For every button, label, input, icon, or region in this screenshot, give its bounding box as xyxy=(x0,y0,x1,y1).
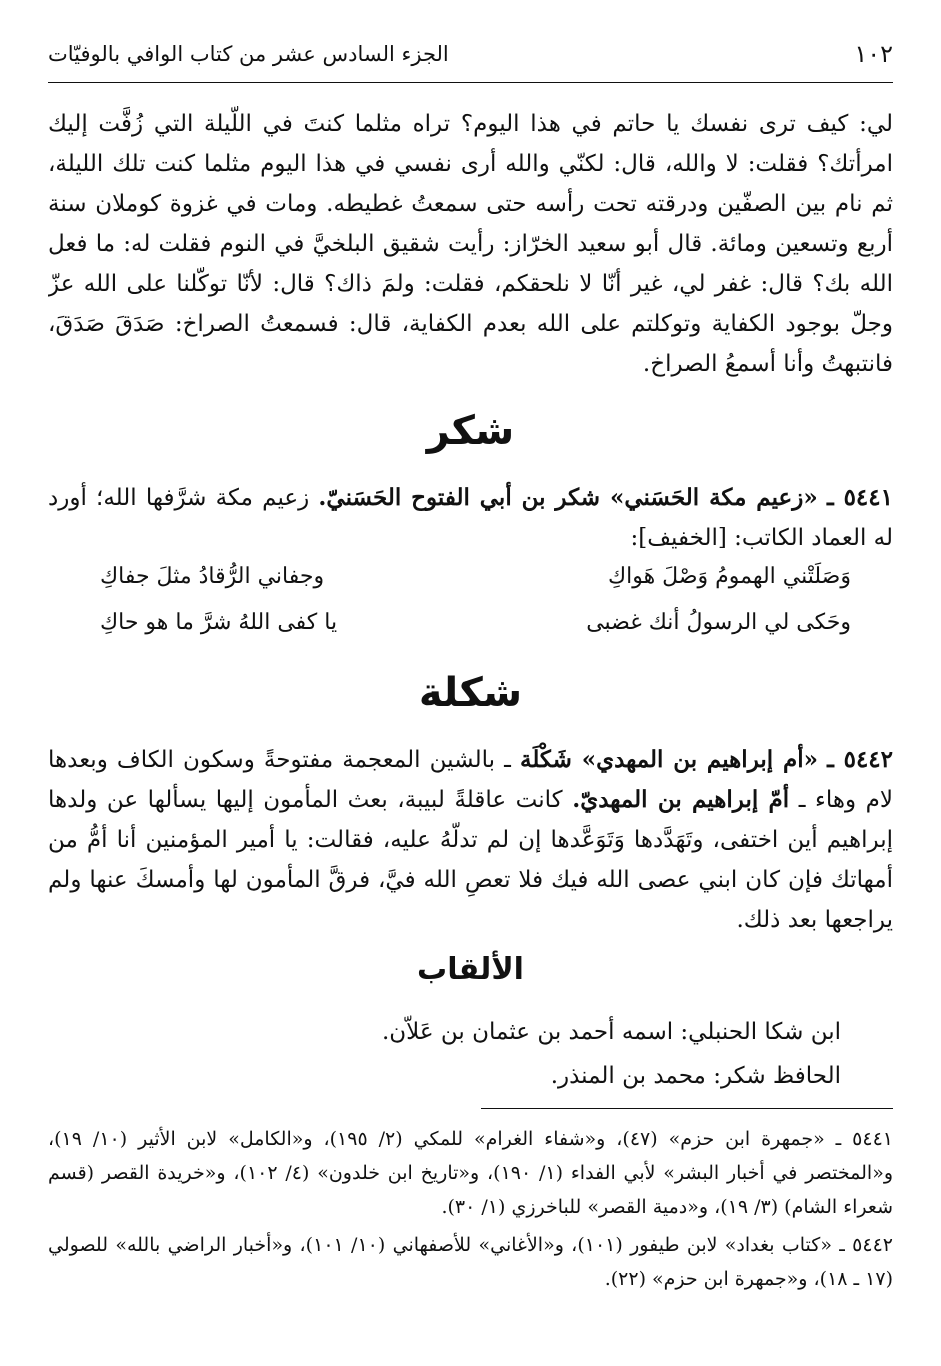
footnote-5441: ٥٤٤١ ـ «جمهرة ابن حزم» (٤٧)، و«شفاء الغرام» للمكي (٢/ ١٩٥)، و«الكامل» لابن الأثير (١٠/ ١٩)، و«المختصر في أخبار البشر» لأبي الفداء (١/ ١٩٠)، و«تاريخ ابن خلدون» (٤/ ١٠٢)، و«خريدة القصر (قسم شعراء الشام) (٣/ ١٩)، و«دمية القصر» للباخرزي (١/ ٣٠). xyxy=(48,1128,893,1218)
footnote-separator xyxy=(481,1108,893,1109)
verse-line xyxy=(100,606,851,646)
entry-title: «زعيم مكة الحَسَني» شكر بن أبي الفتوح الحَسَنيّ. xyxy=(318,484,818,511)
verse-second-hemistich: يا كفى اللهُ شرَّ ما هو حاكِ xyxy=(100,610,338,635)
running-title: الجزء السادس عشر من كتاب الوافي بالوفيّات xyxy=(48,42,449,66)
verse-second-hemistich: وجفاني الرُّقادُ مثلَ جفاكِ xyxy=(100,564,325,589)
laqab-line: الحافظ شكر: محمد بن المنذر. xyxy=(550,1063,841,1089)
entry-text: كانت عاقلةً لبيبة، بعث المأمون إليها يسألها عن ولدها إبراهيم أين اختفى، وتَهَدَّدها وَتَوَعَّدها إن لم تدلّهُ عليه، فقالت: يا أمير المؤمنين أنا أمُّ من أمهاتك فإن كان ابني عصى الله فيك فلا تعصِ الله فيَّ، فرقَّ المأمون لها وأمسكَ عنها ولم يراجعها بعد ذلك. xyxy=(48,787,893,933)
page-number: ١٠٢ xyxy=(854,40,893,68)
footnote-5442: ٥٤٤٢ ـ «كتاب بغداد» لابن طيفور (١٠١)، و«الأغاني» للأصفهاني (١٠/ ١٠١)، و«أخبار الراضي بالله» للصولي (١٧ ـ ١٨)، و«جمهرة ابن حزم» (٢٢). xyxy=(48,1234,893,1290)
verse-first-hemistich: وحَكى لي الرسولُ أنك غضبى xyxy=(586,610,851,635)
entry-5442 xyxy=(48,740,893,962)
entry-number: ٥٤٤٢ ـ xyxy=(827,746,893,773)
entry-text: زعيم مكة شرَّفها الله؛ أورد له العماد الكاتب: [الخفيف]: xyxy=(48,485,893,551)
section-heading-alqab: الألقاب xyxy=(417,952,524,987)
section-heading-shukr: شكر xyxy=(426,408,515,454)
entry-number: ٥٤٤١ ـ xyxy=(826,484,893,511)
entry-text: ـ بالشين المعجمة مفتوحةً وسكون الكاف وبعدها لام وهاء ـ xyxy=(48,747,893,813)
page-header xyxy=(48,34,893,83)
entry-title: «أم إبراهيم بن المهدي» شَكْلَة xyxy=(519,746,818,773)
verse-line xyxy=(100,560,851,600)
section-heading-shakla: شكلة xyxy=(418,670,523,716)
paragraph-hatim: لي: كيف ترى نفسك يا حاتم في هذا اليوم؟ تراه مثلما كنتَ في اللّيلة التي زُفَّت إليك امرأتك؟ فقلت: لا والله، قال: لكنّي والله أرى نفسي في هذا اليوم مثلما كنت تلك الليلة، ثم نام بين الصفّين ودرقته تحت رأسه حتى سمعتُ غطيطه. ومات في غزوة كوملان سنة أربع وتسعين ومائة. قال أبو سعيد الخرّاز: رأيت شقيق البلخيَّ في النوم فقلت له: ما فعل الله بك؟ قال: غفر لي، غير أنّا لا نلحقكم، فقلت: ولمَ ذاك؟ قال: لأنّا توكّلنا على الله عزّ وجلّ بوجود الكفاية وتوكلتم على الله بعدم الكفاية، قال: فسمعتُ الصراخ: صَدَقَ صَدَقَ، فانتبهتُ وأنا أسمعُ الصراخ. xyxy=(48,111,893,377)
entry-5441 xyxy=(48,478,893,560)
verse-first-hemistich: وَصَلَتْني الهمومُ وَصْلَ هَواكِ xyxy=(607,564,851,589)
laqab-line: ابن شكا الحنبلي: اسمه أحمد بن عثمان بن عَلاّن. xyxy=(381,1019,841,1045)
entry-bold-name: أمّ إبراهيم بن المهديّ. xyxy=(572,786,790,813)
